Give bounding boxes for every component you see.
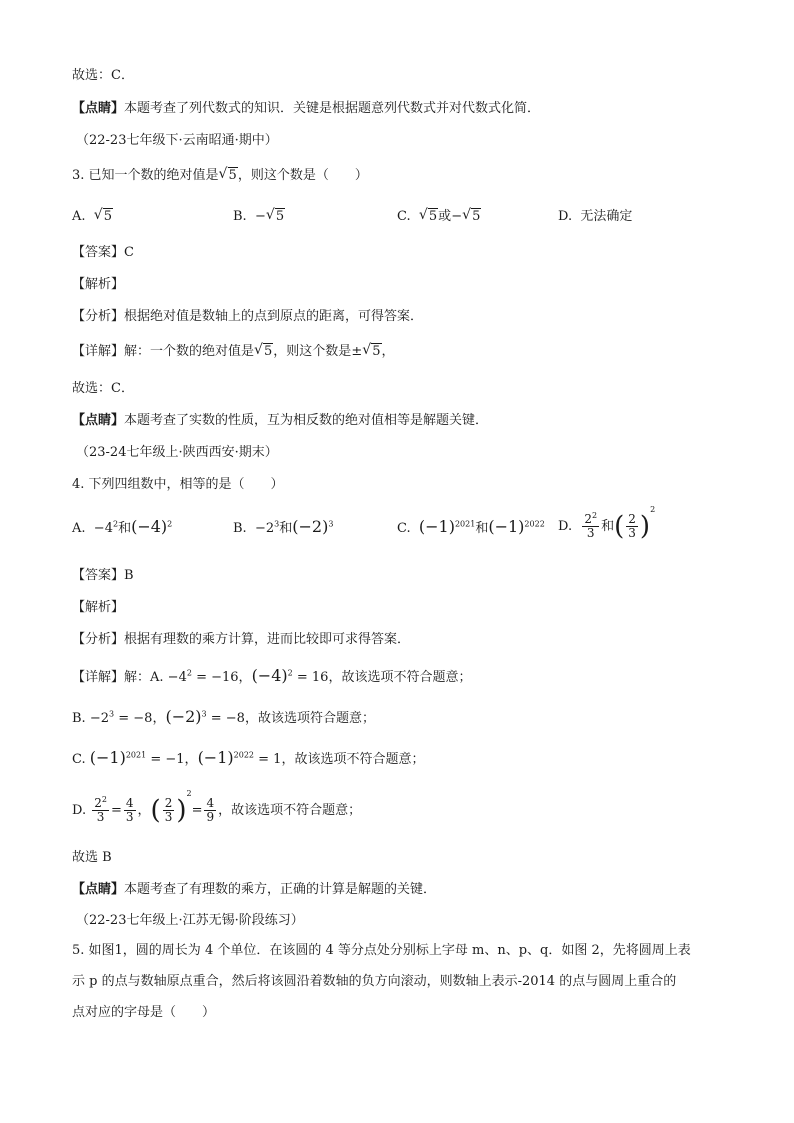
question-4: 4. 下列四组数中，相等的是（ ） <box>72 477 284 492</box>
source-note: （22-23七年级下·云南昭通·期中） <box>76 133 278 148</box>
sqrt-expr: √ 5 <box>219 166 238 186</box>
analysis-text: 【分析】根据有理数的乘方计算，进而比较即可求得答案． <box>72 632 411 647</box>
detail-a: 【详解】解：A. $-4^2 = -16$，$(-4)^2 = 16$，故该选项不符合题意； <box>72 666 472 685</box>
comment-line: 【点睛】本题考查了实数的性质，互为相反数的绝对值相等是解题关键． <box>72 413 489 428</box>
option-d: D. $\frac{2^2}{3}$ 和( $\frac{2}{3}$ )$^2$ <box>558 505 656 542</box>
answer-label: 【答案】B <box>72 568 134 583</box>
detail-c: C. $(-1)^{2021} = -1$，$(-1)^{2022} = 1$，故该选项不符合题意； <box>72 748 425 767</box>
source-note: （22-23七年级上·江苏无锡·阶段练习） <box>76 913 304 928</box>
option-b: B. $-2^3$和$(-2)^3$ <box>233 517 334 536</box>
choice-text: 故选 B <box>72 850 112 865</box>
comment-tag: 【点睛】 <box>72 101 125 116</box>
analysis-label: 【解析】 <box>72 277 125 292</box>
question-5-line: 示 p 的点与数轴原点重合，然后将该圆沿着数轴的负方向滚动，则数轴上表示-2014 的点与圆周上重合的 <box>72 974 677 989</box>
option-c: C. √ 5或−√ 5 <box>397 206 481 228</box>
analysis-label: 【解析】 <box>72 600 125 615</box>
question-text: 3. 已知一个数的绝对值是 <box>72 168 219 183</box>
question-5-line: 5. 如图1，圆的周长为 4 个单位．在该圆的 4 等分点处分别标上字母 m、n、p、q．如图 2，先将圆周上表 <box>72 943 691 958</box>
analysis-text: 【分析】根据绝对值是数轴上的点到原点的距离，可得答案． <box>72 309 424 324</box>
text-line: 故选：C． <box>72 68 134 83</box>
text-line <box>72 99 540 119</box>
detail-b: B. $-2^3 = -8$，$(-2)^3 = -8$，故该选项符合题意； <box>72 707 375 726</box>
option-a: A. √ 5 <box>72 206 113 228</box>
option-c: C. $(-1)^{2021}$和$(-1)^{2022}$ <box>397 517 545 536</box>
option-a: A. $-4^2$和$(-4)^2$ <box>72 517 173 536</box>
source-note: （23-24七年级上·陕西西安·期末） <box>76 445 278 460</box>
question-5-line: 点对应的字母是（ ） <box>72 1005 216 1020</box>
option-b: B. −√ 5 <box>233 206 285 228</box>
comment-text: 本题考查了列代数式的知识．关键是根据题意列代数式并对代数式化简． <box>124 101 541 116</box>
question-3 <box>72 166 368 186</box>
question-text: ，则这个数是（ ） <box>237 168 368 183</box>
answer-label: 【答案】C <box>72 245 134 260</box>
option-d: D. 无法确定 <box>558 209 633 224</box>
comment-line: 【点睛】本题考查了有理数的乘方，正确的计算是解题的关键． <box>72 882 437 897</box>
choice-text: 故选：C． <box>72 381 134 396</box>
detail-text: 【详解】解：一个数的绝对值是√ 5，则这个数是±√ 5， <box>72 342 395 362</box>
detail-d: D. $\frac{2^2}{3}$ = $\frac{4}{3}$ ，( $\frac{2}{3}$ )$^2$= $\frac{4}{9}$ ，故该选项不符合题意； <box>72 789 362 826</box>
